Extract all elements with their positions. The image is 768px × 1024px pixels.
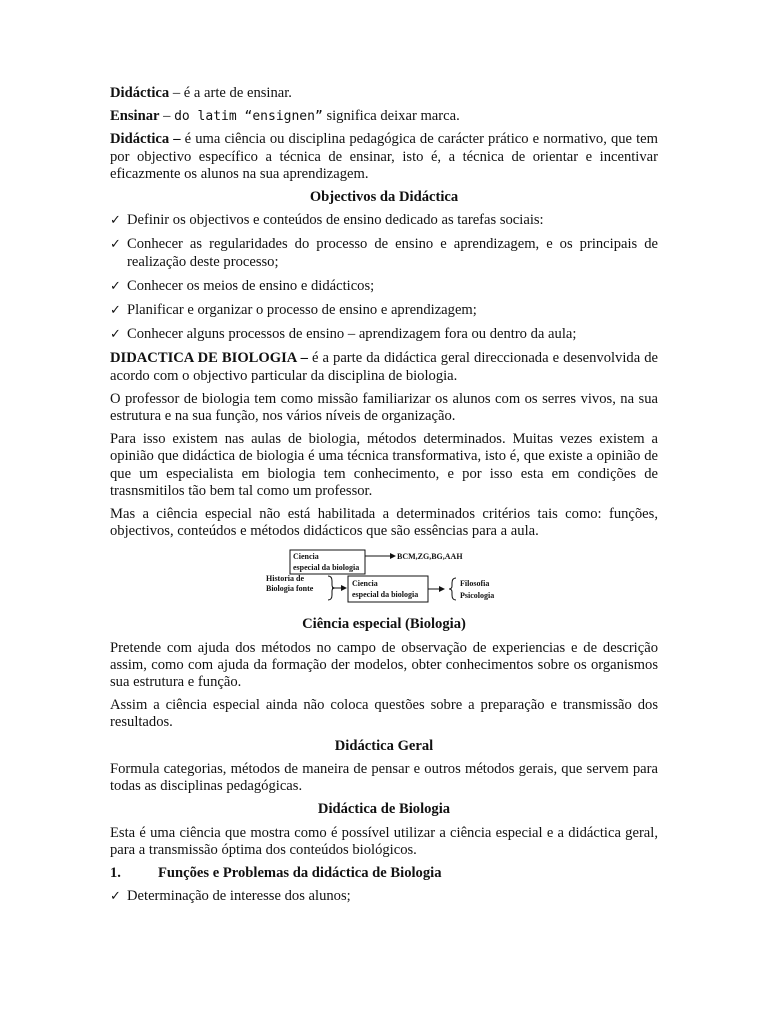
concept-diagram [110, 546, 658, 612]
arrow-label: BCM,ZG,BG,AAH [397, 552, 463, 562]
heading-didactica-biologia: Didáctica de Biologia [317, 801, 451, 818]
definition-text: é uma ciência ou disciplina pedagógica de carácter prático e normativo, que tem por objectivo específico a técnica de ensinar, isto é, a técnica de orientar e incentivar eficazmente os alunos na sua aprendizagem. [110, 131, 659, 182]
checkmark-icon: ✓ [110, 213, 121, 229]
definition-didactica-full [110, 131, 658, 183]
objectivos-list [110, 212, 658, 343]
box-label: Ciencia [293, 552, 319, 562]
funcoes-list [110, 888, 658, 905]
dash: – [159, 108, 175, 125]
checkmark-icon: ✓ [110, 278, 121, 294]
definition-text: significa deixar marca. [322, 108, 460, 125]
list-item: ✓ Conhecer as regularidades do processo de ensino e aprendizagem, e os principais de realização deste processo; [110, 236, 658, 270]
definition-didactica [110, 85, 658, 102]
branch-label: Psicologia [460, 591, 495, 601]
section-title: Funções e Problemas da didáctica de Biologia [158, 864, 442, 881]
definition-text: é a parte da didáctica geral direccionada e desenvolvida de acordo com o objectivo particular da disciplina de biologia. [110, 350, 658, 384]
section-heading [110, 865, 658, 882]
definition-didactica-biologia [110, 350, 658, 384]
term: DIDACTICA DE BIOLOGIA – [110, 350, 308, 367]
paragraph: Esta é uma ciência que mostra como é possível utilizar a ciência especial e a didáctica geral, para a transmissão óptima dos conteúdos biológicos. [110, 824, 658, 858]
paragraph: Mas a ciência especial não está habilitada a determinados critérios tais como: funções, objectivos, conteúdos e métodos didácticos que são essências para a aula. [110, 506, 658, 540]
definition-ensinar [110, 108, 658, 125]
heading-ciencia-especial: Ciência especial (Biologia) [302, 616, 466, 633]
document-body [110, 85, 658, 912]
list-item: ✓ Determinação de interesse dos alunos; [110, 888, 351, 905]
diagram-svg [110, 546, 658, 612]
branch-label: Filosofia [460, 579, 490, 589]
checkmark-icon: ✓ [110, 889, 121, 905]
heading-objectivos: Objectivos da Didáctica [309, 189, 459, 206]
source-label: Biologia fonte [266, 584, 314, 594]
paragraph: O professor de biologia tem como missão familiarizar os alunos com os serres vivos, na sua estrutura e na sua função, nos vários níveis de organização. [110, 390, 658, 425]
checkmark-icon: ✓ [110, 327, 121, 343]
list-item: ✓ Conhecer alguns processos de ensino – aprendizagem fora ou dentro da aula; [110, 326, 577, 343]
section-number: 1. [110, 864, 121, 881]
source-label: Historia de [266, 574, 304, 584]
checkmark-icon: ✓ [110, 303, 121, 319]
list-item: ✓ Definir os objectivos e conteúdos de ensino dedicado as tarefas sociais: [110, 212, 544, 229]
paragraph: Pretende com ajuda dos métodos no campo de observação de experiencias e de descrição assim, como com ajuda da formação der modelos, obter conhecimentos sobre os organismos sua estrutura e função. [110, 639, 658, 691]
box-label: especial da biologia [352, 590, 419, 600]
heading-didactica-geral: Didáctica Geral [334, 737, 434, 754]
list-item: ✓ Conhecer os meios de ensino e didácticos; [110, 277, 375, 294]
term: Didáctica [110, 85, 170, 101]
list-item: ✓ Planificar e organizar o processo de ensino e aprendizagem; [110, 302, 477, 319]
checkmark-icon: ✓ [110, 237, 121, 253]
paragraph: Para isso existem nas aulas de biologia, métodos determinados. Muitas vezes existem a opinião que didáctica de biologia é uma técnica transformativa, isto é, que existe a opinião de que um especialista em biologia tem conhecimento, e por isso esta em condições de trasnsmitilos tão bem tal como um professor. [110, 431, 658, 499]
definition-text: – é a arte de ensinar. [169, 85, 292, 101]
box-label: Ciencia [352, 579, 378, 589]
term: Didáctica – [110, 131, 181, 148]
term: Ensinar [110, 108, 160, 125]
paragraph: Assim a ciência especial ainda não coloca questões sobre a preparação e transmissão dos resultados. [110, 697, 658, 731]
etymology-text: do latim “ensignen” [174, 109, 323, 125]
paragraph: Formula categorias, métodos de maneira de pensar e outros métodos gerais, que servem para todas as disciplinas pedagógicas. [110, 760, 658, 795]
brace [449, 578, 456, 600]
box-label: especial da biologia [293, 563, 360, 573]
